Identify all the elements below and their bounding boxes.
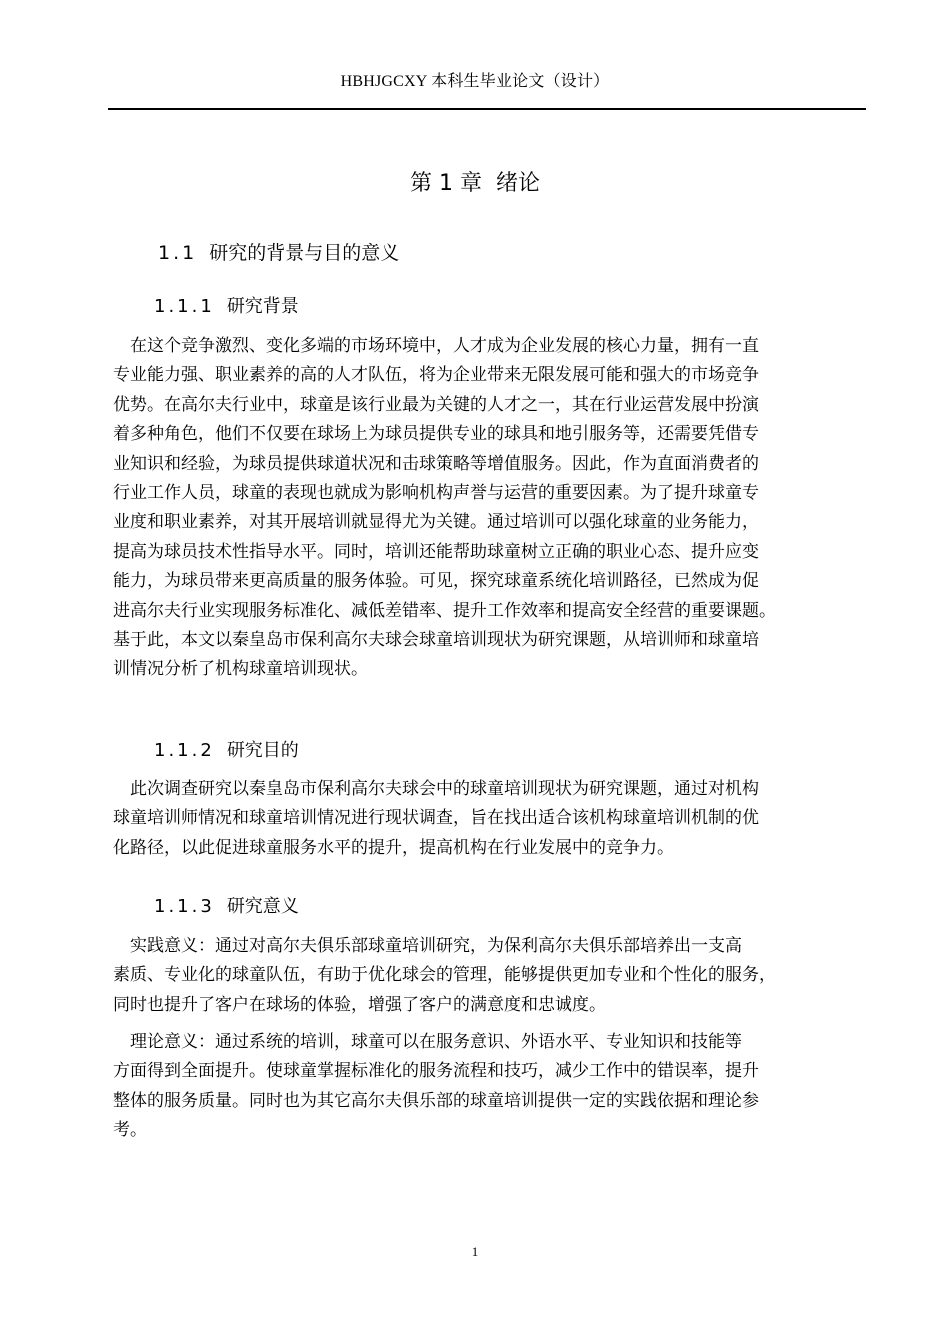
paragraph-line: 进高尔夫行业实现服务标准化、减低差错率、提升工作效率和提高安全经营的重要课题。	[113, 600, 776, 621]
paragraph-line: 业度和职业素养，对其开展培训就显得尤为关键。通过培训可以强化球童的业务能力，	[113, 512, 759, 533]
paragraph-line: 业知识和经验，为球员提供球道状况和击球策略等增值服务。因此，作为直面消费者的	[113, 453, 759, 474]
paragraph-line: 基于此，本文以秦皇岛市保利高尔夫球会球童培训现状为研究课题，从培训师和球童培	[113, 630, 759, 651]
chapter-title	[0, 166, 950, 197]
paragraph-line: 能力，为球员带来更高质量的服务体验。可见，探究球童系统化培训路径，已然成为促	[113, 571, 759, 592]
subsection-title: 研究背景	[226, 296, 299, 317]
paragraph-line: 提高为球员技术性指导水平。同时，培训还能帮助球童树立正确的职业心态、提升应变	[113, 541, 759, 562]
section-heading-1-1	[158, 238, 399, 265]
paragraph-line: 实践意义：通过对高尔夫俱乐部球童培训研究，为保利高尔夫俱乐部培养出一支高	[113, 936, 742, 956]
paragraph-line: 化路径，以此促进球童服务水平的提升，提高机构在行业发展中的竞争力。	[113, 837, 674, 858]
subsection-number: 1.1.2	[154, 740, 215, 761]
paragraph-line: 方面得到全面提升。使球童掌握标准化的服务流程和技巧，减少工作中的错误率，提升	[113, 1061, 759, 1082]
page-number: 1	[471, 1244, 479, 1259]
subsection-heading-1-1-3	[154, 892, 299, 918]
paragraph-line: 着多种角色，他们不仅要在球场上为球员提供专业的球具和地引服务等，还需要凭借专	[113, 424, 759, 445]
header-rule	[108, 108, 866, 110]
practical-significance-paragraph	[113, 932, 873, 1020]
subsection-number: 1.1.3	[154, 896, 215, 917]
paragraph-line: 同时也提升了客户在球场的体验，增强了客户的满意度和忠诚度。	[113, 994, 606, 1015]
chapter-number: 第 1 章	[410, 171, 482, 196]
chapter-name: 绪论	[495, 171, 540, 196]
paragraph-line: 优势。在高尔夫行业中，球童是该行业最为关键的人才之一，其在行业运营发展中扮演	[113, 394, 759, 415]
paragraph-line: 行业工作人员，球童的表现也就成为影响机构声誉与运营的重要因素。为了提升球童专	[113, 483, 759, 504]
subsection-heading-1-1-1	[154, 292, 299, 318]
paragraph-line: 训情况分析了机构球童培训现状。	[113, 659, 368, 680]
subsection-number: 1.1.1	[154, 296, 215, 317]
paragraph-line: 素质、专业化的球童队伍，有助于优化球会的管理，能够提供更加专业和个性化的服务，	[113, 965, 776, 986]
subsection-title: 研究意义	[226, 896, 299, 917]
paragraph-line: 理论意义：通过系统的培训，球童可以在服务意识、外语水平、专业知识和技能等	[113, 1032, 742, 1052]
paragraph-line: 此次调查研究以秦皇岛市保利高尔夫球会中的球童培训现状为研究课题，通过对机构	[113, 779, 759, 799]
section-number: 1.1	[158, 242, 198, 264]
theoretical-significance-paragraph	[113, 1028, 873, 1146]
purpose-paragraph	[113, 775, 873, 863]
paragraph-line: 专业能力强、职业素养的高的人才队伍，将为企业带来无限发展可能和强大的市场竞争	[113, 365, 759, 386]
paragraph-line: 在这个竞争激烈、变化多端的市场环境中，人才成为企业发展的核心力量，拥有一直	[113, 336, 759, 356]
background-paragraph	[113, 332, 873, 685]
paragraph-line: 考。	[113, 1120, 147, 1141]
paragraph-line: 整体的服务质量。同时也为其它高尔夫俱乐部的球童培训提供一定的实践依据和理论参	[113, 1090, 759, 1111]
subsection-title: 研究目的	[226, 740, 299, 761]
paragraph-line: 球童培训师情况和球童培训情况进行现状调查，旨在找出适合该机构球童培训机制的优	[113, 808, 759, 829]
subsection-heading-1-1-2	[154, 736, 299, 762]
section-title: 研究的背景与目的意义	[209, 242, 400, 264]
running-header: HBHJGCXY 本科生毕业论文（设计）	[340, 73, 610, 90]
